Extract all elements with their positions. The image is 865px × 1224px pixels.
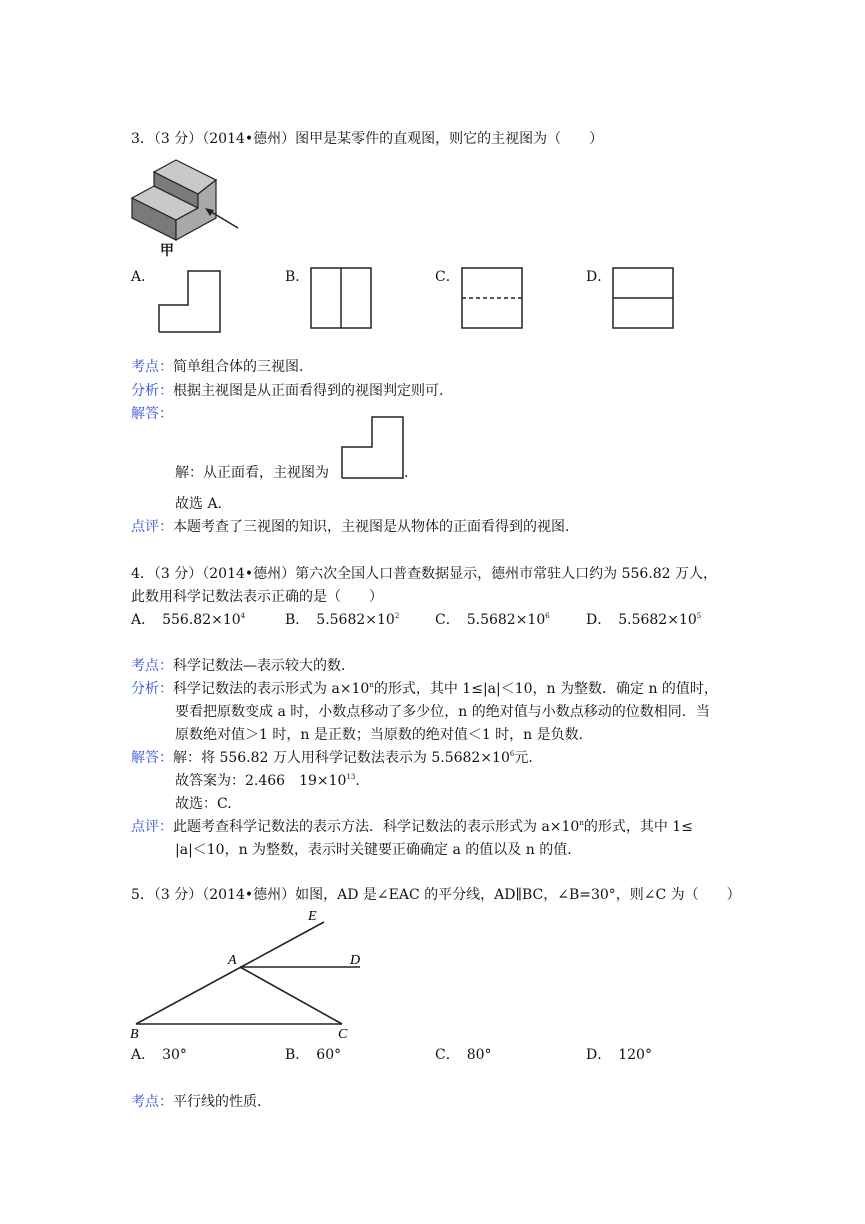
q4-fenxi-line2: 要看把原数变成 a 时，小数点移动了多少位，n 的绝对值与小数点移动的位数相同．当 [175,704,710,720]
q4-dianping-line2: |a|＜10，n 为整数，表示时关键要正确确定 a 的值以及 n 的值. [175,842,572,858]
q4-jieda-line1 [131,749,533,767]
dianping-label: 点评： [131,819,173,835]
q4-option-d-text: D． 5.5682×10 [586,612,697,628]
point-label-c: C [338,1027,348,1042]
kaodian-label: 考点： [131,359,173,375]
q3-option-c-label: C． [435,269,460,285]
kaodian-label: 考点： [131,658,173,674]
q3-option-a-label: A． [131,269,156,285]
q4-stem-line2: 此数用科学记数法表示正确的是（ ） [131,589,383,605]
q3-option-d-label: D． [586,269,612,285]
dianping-text: 此题考查科学记数法的表示方法．科学记数法的表示形式为 a×10 [173,819,580,835]
q4-option-c-text: C． 5.5682×10 [435,612,546,628]
q4-option-d-exp: 5 [696,612,702,620]
q5-option-b: B． 60° [285,1047,342,1063]
q3-fenxi [131,382,443,400]
q3-option-b-figure [310,267,374,331]
kaodian-text: 平行线的性质. [173,1094,262,1110]
fenxi-text-cont: 的形式，其中 1≤|a|＜10，n 为整数．确定 n 的值时， [373,681,718,697]
jie-exp: 6 [509,750,515,758]
kaodian-text: 科学记数法—表示较大的数. [173,658,346,674]
q3-dianping [131,518,569,536]
q3-option-a-figure [158,270,222,334]
q4-fenxi-line3: 原数绝对值＞1 时，n 是正数；当原数的绝对值＜1 时，n 是负数. [175,727,584,743]
q3-jieda-label: 解答： [131,406,173,422]
q4-dianping-line1 [131,818,693,836]
q4-kaodian [131,657,345,675]
q3-option-c-figure [461,267,525,331]
q5-kaodian [131,1093,261,1111]
point-label-b: B [130,1027,139,1042]
point-label-d: D [350,953,361,968]
q4-option-b-exp: 2 [394,612,400,620]
q4-option-d [586,611,701,629]
q3-option-b-label: B． [285,269,310,285]
q3-stem: 3．（3 分）（2014•德州）图甲是某零件的直观图，则它的主视图为（ ） [131,131,604,147]
jie-text-cont: 元. [514,750,533,766]
q5-geometry-figure [128,906,368,1042]
q4-option-c [435,611,550,629]
fenxi-label: 分析： [131,681,173,697]
q5-stem: 5．（3 分）（2014•德州）如图，AD 是∠EAC 的平分线，AD∥BC，∠B=30°，则∠C 为（ ） [131,887,741,903]
q4-option-b-text: B． 5.5682×10 [285,612,395,628]
q3-jie-text: 解：从正面看，主视图为 [175,465,329,481]
jie2-text: 故答案为：2.466 19×10 [175,773,347,789]
q4-jieda-line2 [175,772,360,790]
fenxi-label: 分析： [131,383,173,399]
q3-kaodian [131,358,303,376]
jie2-exp: 13 [346,773,356,781]
q5-option-d: D． 120° [586,1047,652,1063]
q3-jie-end: . [404,465,409,481]
dianping-text-cont: 的形式，其中 1≤ [583,819,693,835]
dianping-exp: n [579,819,584,827]
figure-label-jia: 甲 [160,243,174,259]
q4-option-c-exp: 6 [545,612,550,620]
q4-fenxi-line1 [131,680,718,698]
q4-stem-line1: 4．（3 分）（2014•德州）第六次全国人口普查数据显示，德州市常驻人口约为 556.82 万人， [131,566,718,582]
fenxi-exp: n [369,681,374,689]
q3-guxuan: 故选 A. [175,496,223,512]
q3-answer-figure [341,416,405,480]
q4-option-a-text: A． 556.82×10 [131,612,241,628]
fenxi-text: 科学记数法的表示形式为 a×10 [173,681,370,697]
q4-jieda-line3: 故选：C. [175,796,232,812]
jie2-text-cont: . [355,773,360,789]
q4-option-a [131,611,245,629]
q3-option-d-figure [612,267,676,331]
jieda-label: 解答： [131,750,173,766]
point-label-e: E [308,909,317,924]
dianping-label: 点评： [131,519,173,535]
kaodian-label: 考点： [131,1094,173,1110]
kaodian-text: 简单组合体的三视图. [173,359,304,375]
q5-option-a: A． 30° [131,1047,187,1063]
dianping-text: 本题考查了三视图的知识，主视图是从物体的正面看得到的视图. [173,519,570,535]
jie-text: 解：将 556.82 万人用科学记数法表示为 5.5682×10 [173,750,510,766]
fenxi-text: 根据主视图是从正面看得到的视图判定则可. [173,383,444,399]
point-label-a: A [228,953,237,968]
part-isometric-figure [128,158,240,240]
q5-option-c: C． 80° [435,1047,492,1063]
q4-option-a-exp: 4 [240,612,246,620]
q4-option-b [285,611,399,629]
